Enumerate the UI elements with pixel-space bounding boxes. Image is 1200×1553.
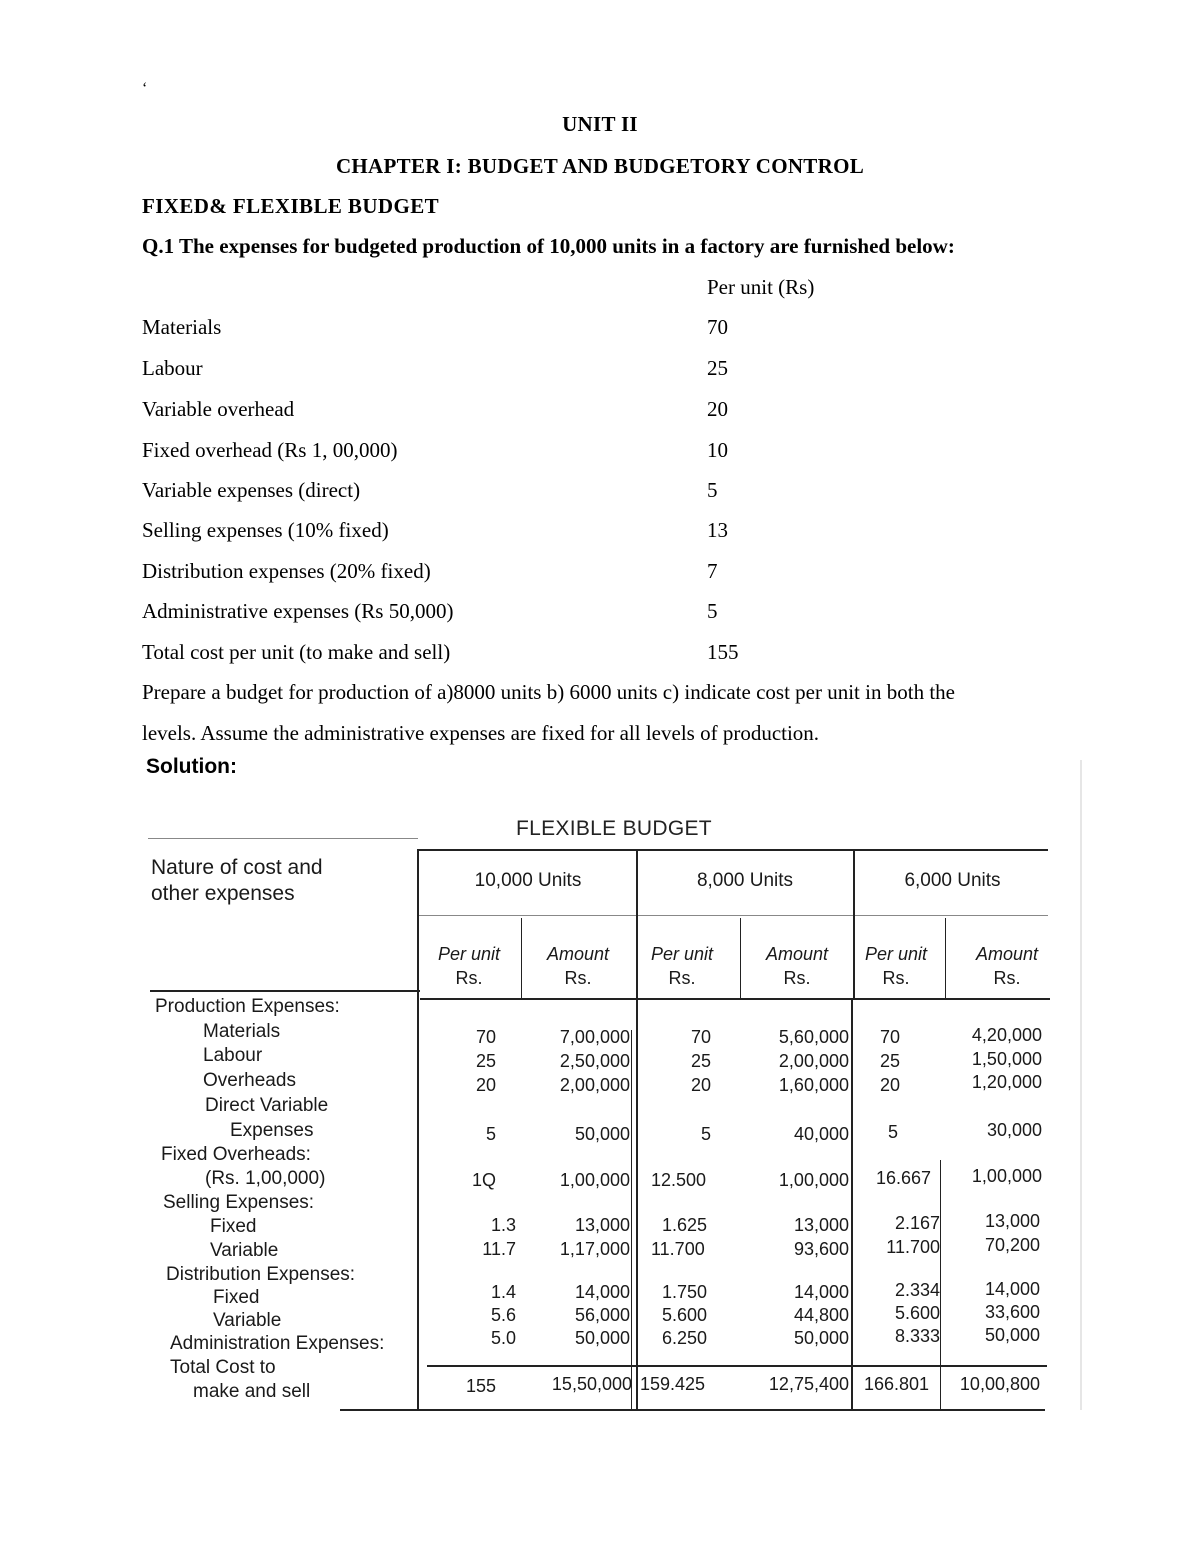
cell-per-unit-8000: 11.700 <box>651 1239 705 1259</box>
instruction-line-1: Prepare a budget for production of a)8000 units b) 6000 units c) indicate cost per unit in both the <box>142 680 955 704</box>
cell-per-unit-6000: 11.700 <box>886 1237 940 1257</box>
cost-row <box>142 315 842 345</box>
cell-per-unit-6000: 8.333 <box>894 1326 940 1346</box>
cell-amount-6000: 10,00,800 <box>959 1374 1040 1394</box>
row-label: (Rs. 1,00,000) <box>205 1168 326 1189</box>
cell-amount-6000: 1,20,000 <box>971 1072 1042 1092</box>
cell-per-unit-6000: 20 <box>880 1075 901 1095</box>
cost-row <box>142 356 842 386</box>
cell-amount-6000: 50,000 <box>984 1325 1040 1345</box>
cell-amount-8000: 5,60,000 <box>778 1027 849 1047</box>
table-divider <box>740 918 741 998</box>
cell-per-unit-8000: 5 <box>700 1124 711 1144</box>
row-label: Expenses <box>230 1120 314 1141</box>
table-divider <box>417 849 419 1409</box>
cell-per-unit-8000: 1.625 <box>662 1215 708 1235</box>
cost-value: 13 <box>707 518 728 542</box>
table-divider <box>521 918 522 998</box>
cost-row <box>142 438 842 468</box>
cell-per-unit-10000: 1Q <box>471 1170 496 1190</box>
cell-amount-10000: 50,000 <box>574 1124 630 1144</box>
cell-amount-6000: 4,20,000 <box>971 1025 1042 1045</box>
section-title: FIXED& FLEXIBLE BUDGET <box>142 194 440 218</box>
table-divider <box>636 849 638 1409</box>
cell-amount-10000: 14,000 <box>574 1282 630 1302</box>
row-label: Variable <box>210 1240 279 1261</box>
cell-amount-6000: 13,000 <box>984 1211 1040 1231</box>
cell-per-unit-8000: 70 <box>690 1027 711 1047</box>
cell-amount-8000: 40,000 <box>793 1124 849 1144</box>
sub-header <box>640 942 724 990</box>
cost-value: 5 <box>707 599 718 623</box>
question-text: Q.1 The expenses for budgeted production of 10,000 units in a factory are furnished below: <box>142 234 955 258</box>
cell-per-unit-10000: 5.0 <box>490 1328 516 1348</box>
cell-per-unit-10000: 11.7 <box>482 1239 516 1259</box>
cost-value: 10 <box>707 438 728 462</box>
cost-row <box>142 559 842 589</box>
cell-amount-6000: 33,600 <box>984 1302 1040 1322</box>
cell-per-unit-6000: 5 <box>888 1122 899 1142</box>
scan-edge <box>1080 760 1082 1410</box>
cell-amount-8000: 50,000 <box>793 1328 849 1348</box>
cost-value: 20 <box>707 397 728 421</box>
cell-amount-10000: 56,000 <box>574 1305 630 1325</box>
cell-per-unit-6000: 2.167 <box>894 1213 940 1233</box>
cell-amount-8000: 1,00,000 <box>778 1170 849 1190</box>
row-label: Variable <box>213 1310 282 1331</box>
row-label: Selling Expenses: <box>163 1192 315 1213</box>
unit-title: UNIT II <box>562 112 638 136</box>
row-label: Total Cost to <box>170 1357 276 1378</box>
cell-per-unit-6000: 2.334 <box>894 1280 940 1300</box>
cell-amount-8000: 1,60,000 <box>778 1075 849 1095</box>
cost-label: Materials <box>142 315 222 339</box>
cost-label: Variable overhead <box>142 397 295 421</box>
cell-amount-6000: 14,000 <box>984 1279 1040 1299</box>
cell-per-unit-8000: 1.750 <box>662 1282 708 1302</box>
cell-amount-10000: 2,00,000 <box>559 1075 630 1095</box>
table-rule <box>418 849 1048 851</box>
cell-per-unit-10000: 70 <box>475 1027 496 1047</box>
sub-header <box>536 942 620 990</box>
cost-row <box>142 599 842 629</box>
sub-header <box>427 942 511 990</box>
cell-per-unit-8000: 6.250 <box>662 1328 708 1348</box>
sub-header-unit: Rs. <box>882 968 910 988</box>
sub-header-label: Amount <box>975 944 1039 964</box>
cost-row <box>142 640 842 670</box>
sub-header <box>854 942 938 990</box>
cell-amount-8000: 12,75,400 <box>768 1374 849 1394</box>
cell-per-unit-10000: 1.3 <box>490 1215 516 1235</box>
cost-value: 7 <box>707 559 718 583</box>
cost-label: Selling expenses (10% fixed) <box>142 518 389 542</box>
cell-per-unit-8000: 20 <box>690 1075 711 1095</box>
cost-label: Administrative expenses (Rs 50,000) <box>142 599 454 623</box>
table-divider <box>631 1030 632 1410</box>
sub-header-label: Per unit <box>650 944 714 964</box>
sub-header-unit: Rs. <box>564 968 592 988</box>
sub-header <box>755 942 839 990</box>
cell-amount-8000: 93,600 <box>793 1239 849 1259</box>
cell-per-unit-6000: 25 <box>880 1051 901 1071</box>
row-label: Direct Variable <box>205 1095 329 1116</box>
solution-label: Solution: <box>146 755 237 778</box>
table-rule <box>427 1365 1047 1367</box>
table-rule <box>418 915 1048 916</box>
flexible-budget-title: FLEXIBLE BUDGET <box>516 817 712 840</box>
cost-label: Variable expenses (direct) <box>142 478 361 502</box>
cell-per-unit-6000: 5.600 <box>894 1303 940 1323</box>
cell-amount-6000: 1,00,000 <box>971 1166 1042 1186</box>
cell-per-unit-6000: 70 <box>880 1027 901 1047</box>
group-header: 6,000 Units <box>904 870 1001 891</box>
row-label: make and sell <box>193 1381 311 1402</box>
cell-per-unit-10000: 5.6 <box>490 1305 516 1325</box>
cell-per-unit-10000: 5 <box>485 1124 496 1144</box>
nature-header: Nature of cost and other expenses <box>151 856 323 905</box>
cell-per-unit-10000: 1.4 <box>490 1282 516 1302</box>
sub-header-label: Per unit <box>864 944 928 964</box>
table-rule <box>150 990 420 992</box>
cell-per-unit-10000: 25 <box>475 1051 496 1071</box>
row-label: Production Expenses: <box>155 996 340 1017</box>
chapter-title: CHAPTER I: BUDGET AND BUDGETORY CONTROL <box>335 154 865 178</box>
table-rule <box>420 998 1050 1000</box>
cell-per-unit-10000: 155 <box>466 1376 497 1396</box>
cell-amount-10000: 7,00,000 <box>559 1027 630 1047</box>
cost-label: Labour <box>142 356 203 380</box>
cell-amount-6000: 70,200 <box>984 1235 1040 1255</box>
row-label: Overheads <box>203 1070 296 1091</box>
cell-amount-10000: 50,000 <box>574 1328 630 1348</box>
per-unit-heading: Per unit (Rs) <box>707 275 815 299</box>
sub-header-label: Per unit <box>437 944 501 964</box>
cell-amount-10000: 1,17,000 <box>559 1239 630 1259</box>
table-rule <box>148 838 418 839</box>
sub-header-label: Amount <box>546 944 610 964</box>
cost-value: 5 <box>707 478 718 502</box>
table-divider <box>851 1000 853 1410</box>
row-label: Administration Expenses: <box>170 1333 385 1354</box>
sub-header-unit: Rs. <box>783 968 811 988</box>
cell-amount-10000: 1,00,000 <box>559 1170 630 1190</box>
cost-label: Total cost per unit (to make and sell) <box>142 640 451 664</box>
cost-label: Distribution expenses (20% fixed) <box>142 559 431 583</box>
cell-amount-10000: 2,50,000 <box>559 1051 630 1071</box>
group-header: 10,000 Units <box>474 870 582 891</box>
cost-value: 70 <box>707 315 728 339</box>
cell-amount-6000: 30,000 <box>986 1120 1042 1140</box>
cell-per-unit-6000: 16.667 <box>876 1168 932 1188</box>
cost-row <box>142 397 842 427</box>
cell-per-unit-8000: 159.425 <box>640 1374 706 1394</box>
cost-row <box>142 478 842 508</box>
cost-value: 155 <box>707 640 739 664</box>
group-header: 8,000 Units <box>696 870 794 891</box>
row-label: Labour <box>203 1045 263 1066</box>
table-divider <box>945 918 946 998</box>
cell-per-unit-10000: 20 <box>475 1075 496 1095</box>
cell-amount-10000: 13,000 <box>574 1215 630 1235</box>
cost-label: Fixed overhead (Rs 1, 00,000) <box>142 438 398 462</box>
cost-row <box>142 518 842 548</box>
sub-header-unit: Rs. <box>455 968 483 988</box>
cost-value: 25 <box>707 356 728 380</box>
row-label: Distribution Expenses: <box>166 1264 356 1285</box>
cell-amount-8000: 13,000 <box>793 1215 849 1235</box>
row-label: Materials <box>203 1021 281 1042</box>
instruction-line-2: levels. Assume the administrative expenses are fixed for all levels of production. <box>142 721 820 745</box>
sub-header <box>965 942 1049 990</box>
cell-per-unit-8000: 5.600 <box>662 1305 708 1325</box>
sub-header-label: Amount <box>765 944 829 964</box>
cell-amount-10000: 15,50,000 <box>551 1374 632 1394</box>
cell-amount-8000: 2,00,000 <box>778 1051 849 1071</box>
row-label: Fixed <box>210 1216 257 1237</box>
sub-header-unit: Rs. <box>668 968 696 988</box>
cell-amount-8000: 44,800 <box>793 1305 849 1325</box>
stray-mark: ‘ <box>142 80 148 97</box>
cell-per-unit-8000: 25 <box>690 1051 711 1071</box>
sub-header-unit: Rs. <box>993 968 1021 988</box>
cell-per-unit-6000: 166.801 <box>864 1374 930 1394</box>
table-divider <box>940 1160 941 1410</box>
cell-per-unit-8000: 12.500 <box>651 1170 707 1190</box>
row-label: Fixed <box>213 1287 260 1308</box>
cell-amount-6000: 1,50,000 <box>971 1049 1042 1069</box>
row-label: Fixed Overheads: <box>161 1144 311 1165</box>
cell-amount-8000: 14,000 <box>793 1282 849 1302</box>
